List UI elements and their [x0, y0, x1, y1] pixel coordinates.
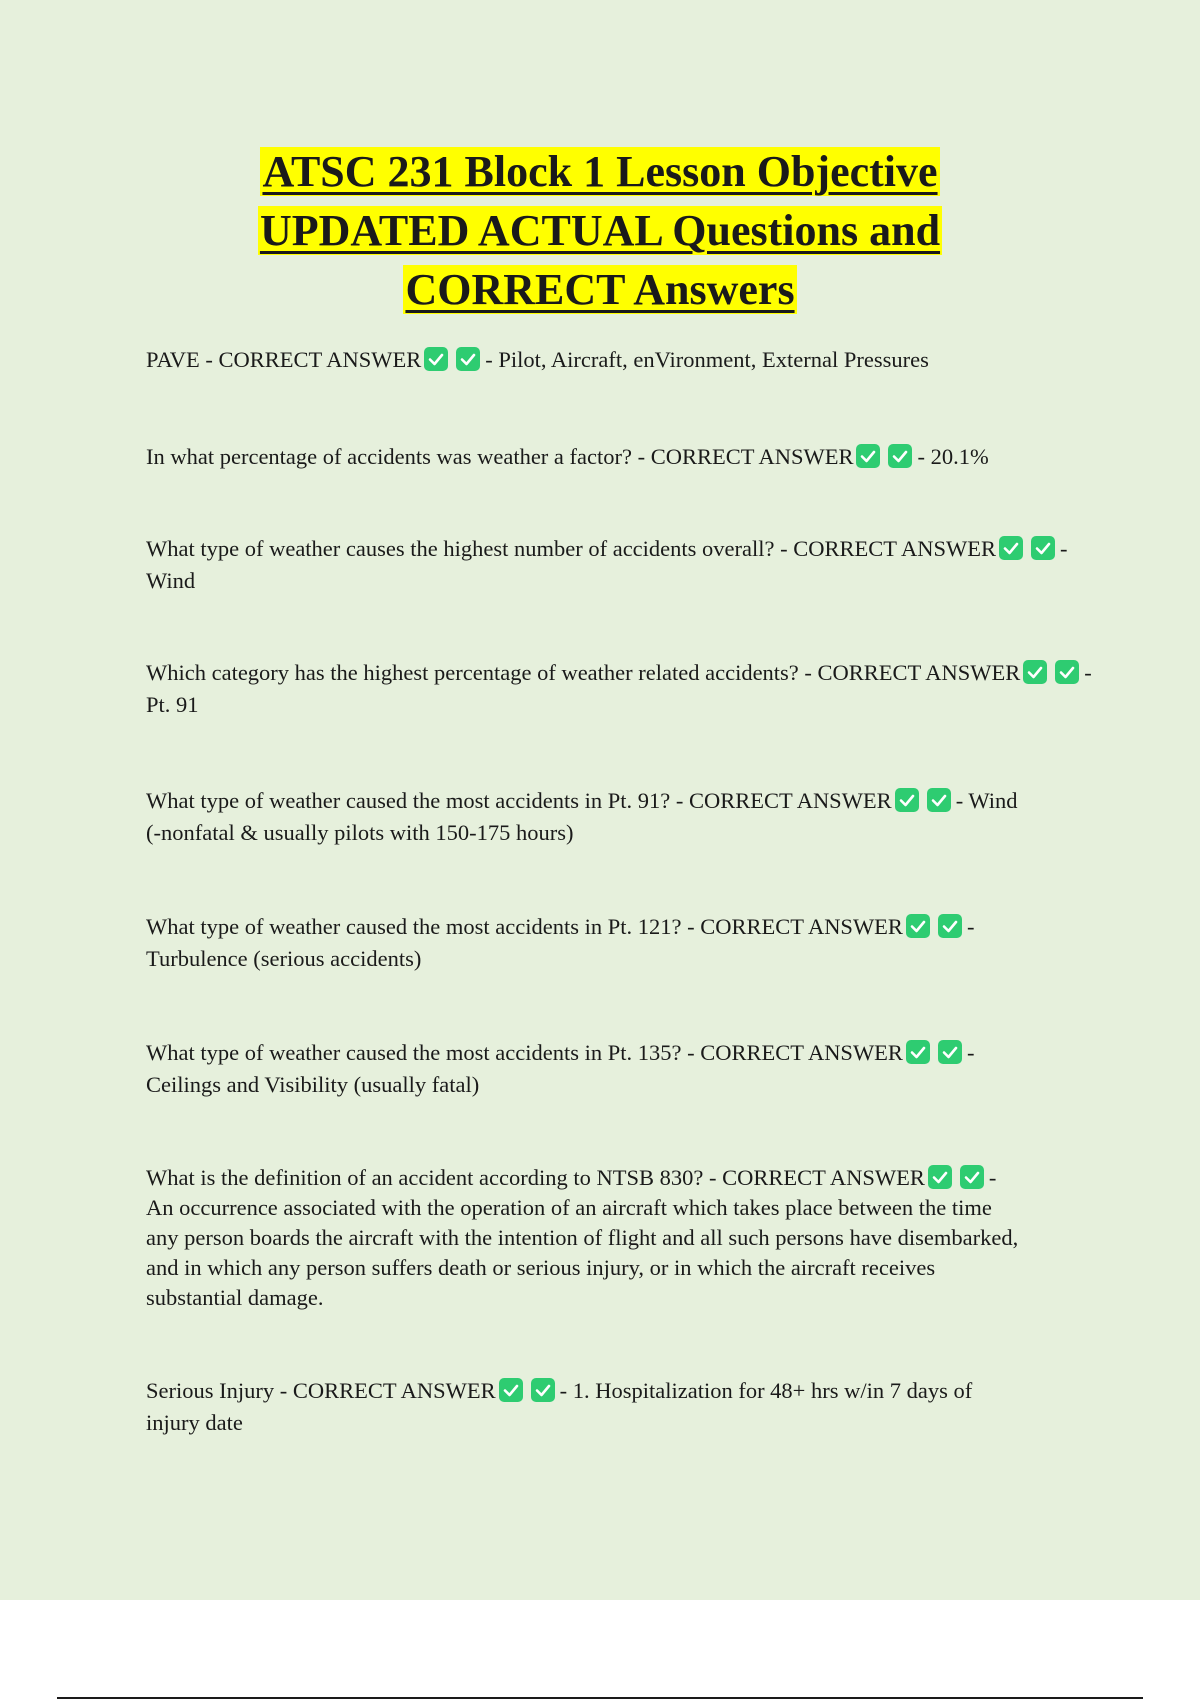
- check-mark-icon: [960, 1165, 984, 1189]
- qa-item: [146, 785, 1096, 849]
- correct-answer-label: - CORRECT ANSWER: [687, 1040, 903, 1065]
- answer-text: Turbulence (serious accidents): [146, 946, 422, 971]
- footer-divider: [57, 1697, 1143, 1699]
- answer-text: and in which any person suffers death or serious injury, or in which the aircraft receives: [146, 1255, 936, 1280]
- check-mark-icon: [938, 914, 962, 938]
- check-mark-icon: [906, 1040, 930, 1064]
- question-text: Which category has the highest percentage of weather related accidents?: [146, 660, 799, 685]
- correct-answer-label: - CORRECT ANSWER: [708, 1165, 925, 1190]
- correct-answer-label: - CORRECT ANSWER: [637, 444, 854, 469]
- answer-text: any person boards the aircraft with the intention of flight and all such persons have disembarked,: [146, 1225, 1019, 1250]
- check-mark-icon: [856, 444, 880, 468]
- correct-answer-label: - CORRECT ANSWER: [780, 536, 996, 561]
- check-mark-icon: [906, 914, 930, 938]
- correct-answer-label: - CORRECT ANSWER: [205, 347, 422, 372]
- check-mark-icon: [895, 788, 919, 812]
- qa-list: [146, 344, 1096, 1439]
- document-title: [0, 142, 1200, 319]
- title-line: CORRECT Answers: [405, 265, 795, 314]
- check-mark-icon: [999, 536, 1023, 560]
- answer-text: - Pilot, Aircraft, enVironment, External Pressures: [485, 347, 929, 372]
- check-mark-icon: [1031, 536, 1055, 560]
- correct-answer-label: - CORRECT ANSWER: [687, 914, 903, 939]
- qa-item: [146, 1375, 1096, 1439]
- answer-text: substantial damage.: [146, 1285, 324, 1310]
- question-text: What is the definition of an accident according to NTSB 830?: [146, 1165, 704, 1190]
- answer-text: -: [966, 1040, 975, 1065]
- answer-text: (-nonfatal & usually pilots with 150-175 hours): [146, 820, 574, 845]
- correct-answer-label: - CORRECT ANSWER: [279, 1378, 496, 1403]
- qa-item: [146, 1163, 1096, 1313]
- answer-text: -: [988, 1165, 997, 1190]
- answer-text: - Pt. 91: [146, 660, 1092, 717]
- question-text: What type of weather caused the most accidents in Pt. 91?: [146, 788, 671, 813]
- question-text: What type of weather causes the highest number of accidents overall?: [146, 536, 775, 561]
- qa-item: [146, 911, 1096, 975]
- answer-text: - Wind: [146, 536, 1068, 593]
- title-line: UPDATED ACTUAL Questions and: [259, 206, 941, 255]
- qa-item: [146, 441, 1096, 473]
- check-mark-icon: [424, 347, 448, 371]
- check-mark-icon: [1055, 660, 1079, 684]
- check-mark-icon: [927, 788, 951, 812]
- qa-item: [146, 657, 1096, 721]
- question-text: Serious Injury: [146, 1378, 275, 1403]
- correct-answer-label: - CORRECT ANSWER: [675, 788, 892, 813]
- answer-text: injury date: [146, 1410, 243, 1435]
- question-text: What type of weather caused the most accidents in Pt. 121?: [146, 914, 682, 939]
- question-text: PAVE: [146, 347, 200, 372]
- question-text: In what percentage of accidents was weather a factor?: [146, 444, 632, 469]
- title-line: ATSC 231 Block 1 Lesson Objective: [262, 147, 938, 196]
- qa-item: [146, 344, 1096, 376]
- qa-item: [146, 1037, 1096, 1101]
- answer-text: - Wind: [955, 788, 1018, 813]
- check-mark-icon: [888, 444, 912, 468]
- check-mark-icon: [1023, 660, 1047, 684]
- answer-text: - 20.1%: [917, 444, 989, 469]
- check-mark-icon: [456, 347, 480, 371]
- answer-text: Ceilings and Visibility (usually fatal): [146, 1072, 480, 1097]
- check-mark-icon: [531, 1378, 555, 1402]
- correct-answer-label: - CORRECT ANSWER: [804, 660, 1021, 685]
- check-mark-icon: [499, 1378, 523, 1402]
- qa-item: [146, 533, 1096, 597]
- check-mark-icon: [928, 1165, 952, 1189]
- answer-text: An occurrence associated with the operation of an aircraft which takes place between the time: [146, 1195, 992, 1220]
- check-mark-icon: [938, 1040, 962, 1064]
- answer-text: -: [966, 914, 975, 939]
- answer-text: - 1. Hospitalization for 48+ hrs w/in 7 days of: [559, 1378, 973, 1403]
- question-text: What type of weather caused the most accidents in Pt. 135?: [146, 1040, 682, 1065]
